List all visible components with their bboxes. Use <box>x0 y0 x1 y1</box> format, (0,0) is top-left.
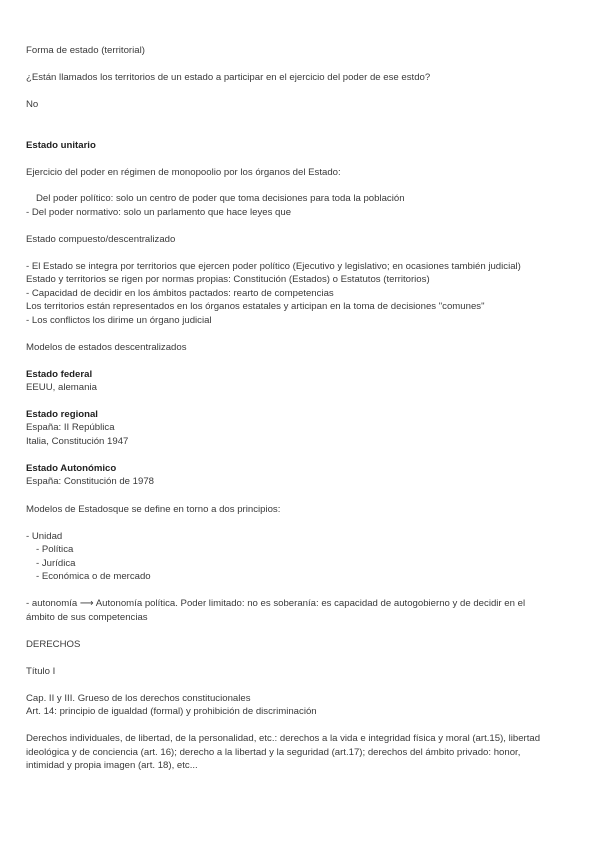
heading-estado-regional: Estado regional <box>26 409 98 420</box>
doc-list-item: - Económica o de mercado <box>36 571 151 582</box>
heading-estado-autonomico: Estado Autonómico <box>26 463 117 474</box>
doc-list-item: Los territorios están representados en los órganos estatales y articipan en la toma de decisiones "comunes" <box>26 301 485 312</box>
doc-text-line: España: II República <box>26 422 115 433</box>
heading-estado-unitario: Estado unitario <box>26 140 96 151</box>
doc-list-item: Del poder político: solo un centro de poder que toma decisiones para toda la población <box>36 193 405 204</box>
doc-text-line: Ejercicio del poder en régimen de monopoolio por los órganos del Estado: <box>26 167 341 178</box>
doc-text-line: Modelos de Estadosque se define en torno a dos principios: <box>26 504 281 515</box>
doc-list-item: - Los conflictos los dirime un órgano judicial <box>26 315 212 326</box>
doc-answer: No <box>26 99 39 110</box>
heading-estado-federal: Estado federal <box>26 369 93 380</box>
doc-list-item: - Jurídica <box>36 558 76 569</box>
doc-list-item: - Del poder normativo: solo un parlamento que hace leyes que <box>26 207 292 218</box>
doc-text-line: ámbito de sus competencias <box>26 612 148 623</box>
doc-text-line: España: Constitución de 1978 <box>26 476 155 487</box>
doc-text-line: Derechos individuales, de libertad, de la personalidad, etc.: derechos a la vida e integridad física y moral (art.15), libertad <box>26 733 541 744</box>
heading-titulo-i: Título I <box>26 666 56 677</box>
heading-derechos: DERECHOS <box>26 639 81 650</box>
doc-text-line: Cap. II y III. Grueso de los derechos constitucionales <box>26 693 251 704</box>
doc-text-line: EEUU, alemania <box>26 382 97 393</box>
doc-list-item: - Unidad <box>26 531 63 542</box>
heading-modelos-descentralizados: Modelos de estados descentralizados <box>26 342 187 353</box>
doc-list-item: Estado y territorios se rigen por normas propias: Constitución (Estados) o Estatutos (territorios) <box>26 274 430 285</box>
doc-list-item: - autonomía ⟶ Autonomía política. Poder limitado: no es soberanía: es capacidad de autogobierno y de decidir en el <box>26 598 526 609</box>
doc-text-line: intimidad y propia imagen (art. 18), etc... <box>26 760 198 771</box>
doc-text-line: Italia, Constitución 1947 <box>26 436 129 447</box>
heading-estado-compuesto: Estado compuesto/descentralizado <box>26 234 176 245</box>
doc-text-line: Art. 14: principio de igualdad (formal) y prohibición de discriminación <box>26 706 317 717</box>
doc-text-line: ideológica y de conciencia (art. 16); derecho a la libertad y la seguridad (art.17); derechos del ámbito privado: honor, <box>26 747 521 758</box>
doc-list-item: - Política <box>36 544 74 555</box>
doc-list-item: - Capacidad de decidir en los ámbitos pactados: rearto de competencias <box>26 288 334 299</box>
doc-heading-forma-de-estado: Forma de estado (territorial) <box>26 45 145 56</box>
doc-list-item: - El Estado se integra por territorios que ejercen poder político (Ejecutivo y legislativo; en ocasiones también judicial) <box>26 261 521 272</box>
doc-question: ¿Están llamados los territorios de un estado a participar en el ejercicio del poder de ese estdo? <box>26 72 431 83</box>
